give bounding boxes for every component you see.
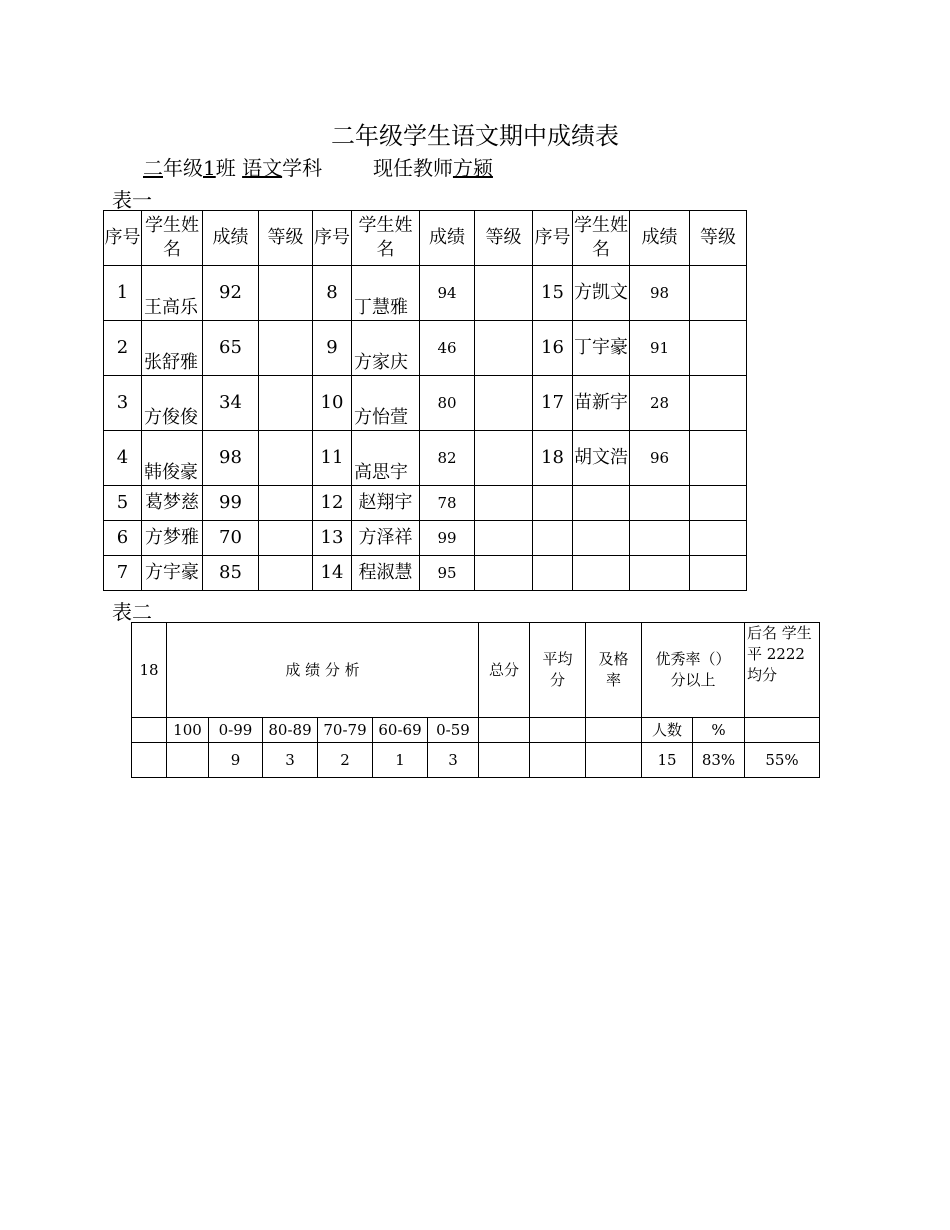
student-name-cell: 胡文浩: [573, 431, 630, 486]
student-name-cell: 方梦雅: [142, 521, 203, 556]
student-grade-cell: [475, 266, 533, 321]
excellent-count: 15: [642, 743, 693, 778]
table-header-row: [104, 211, 747, 266]
student-no-cell: 6: [104, 521, 142, 556]
blank-cell: [530, 718, 586, 743]
student-name-cell: [573, 486, 630, 521]
student-grade-cell: [690, 321, 747, 376]
column-header: 等级: [259, 211, 313, 266]
student-score-cell: 91: [630, 321, 690, 376]
student-score-cell: 70: [203, 521, 259, 556]
student-grade-cell: [475, 521, 533, 556]
column-header: 学生姓名: [142, 211, 203, 266]
student-name-cell: 方泽祥: [352, 521, 420, 556]
student-no-cell: 7: [104, 556, 142, 591]
blank-cell: [132, 718, 167, 743]
student-no-cell: [533, 556, 573, 591]
student-name-cell: [573, 556, 630, 591]
student-grade-cell: [259, 321, 313, 376]
student-no-cell: 4: [104, 431, 142, 486]
teacher-name: 方颍: [452, 156, 493, 180]
student-grade-cell: [690, 486, 747, 521]
table-row: [104, 376, 747, 431]
grade-value: 二: [143, 156, 163, 180]
table-row: [104, 486, 747, 521]
student-name-cell: 程淑慧: [352, 556, 420, 591]
people-header: 人数: [642, 718, 693, 743]
student-no-cell: 12: [313, 486, 352, 521]
band-0-59: 0-59: [428, 718, 479, 743]
student-grade-cell: [475, 556, 533, 591]
student-score-cell: [630, 486, 690, 521]
average-header: 平均分: [530, 623, 586, 718]
student-score-cell: 28: [630, 376, 690, 431]
pass-rate-header: 及格率: [586, 623, 642, 718]
table2-caption: 表二: [112, 600, 152, 624]
column-header: 序号: [533, 211, 573, 266]
blank-cell: [745, 718, 820, 743]
count-0-59: 3: [428, 743, 479, 778]
student-grade-cell: [259, 556, 313, 591]
percent-header: %: [693, 718, 745, 743]
student-name-cell: 丁慧雅: [352, 266, 420, 321]
student-no-cell: 10: [313, 376, 352, 431]
student-no-cell: 11: [313, 431, 352, 486]
table-row: [104, 556, 747, 591]
student-grade-cell: [475, 486, 533, 521]
student-no-cell: 5: [104, 486, 142, 521]
student-score-cell: 94: [420, 266, 475, 321]
student-score-cell: 98: [630, 266, 690, 321]
student-grade-cell: [690, 376, 747, 431]
class-info-line: [143, 152, 493, 181]
student-grade-cell: [690, 266, 747, 321]
table-row: [104, 431, 747, 486]
subject-value: 语文: [242, 156, 283, 180]
column-header: 成绩: [420, 211, 475, 266]
student-score-cell: [630, 556, 690, 591]
total-value: [479, 743, 530, 778]
student-name-cell: 丁宇豪: [573, 321, 630, 376]
column-header: 成绩: [203, 211, 259, 266]
subject-label: 学科: [282, 156, 323, 180]
student-name-cell: 方俊俊: [142, 376, 203, 431]
student-grade-cell: [690, 431, 747, 486]
student-no-cell: 2: [104, 321, 142, 376]
student-no-cell: 16: [533, 321, 573, 376]
column-header: 序号: [313, 211, 352, 266]
student-no-cell: 8: [313, 266, 352, 321]
student-name-cell: 王高乐: [142, 266, 203, 321]
blank-cell: [479, 718, 530, 743]
pass-rate-value: [586, 743, 642, 778]
student-score-cell: 85: [203, 556, 259, 591]
table-row: [104, 321, 747, 376]
student-grade-cell: [475, 376, 533, 431]
student-score-cell: 65: [203, 321, 259, 376]
table-row: [104, 521, 747, 556]
average-value: [530, 743, 586, 778]
student-no-cell: [533, 486, 573, 521]
bottom-average-header: 后名 学生平 2222 均分: [745, 623, 820, 718]
student-name-cell: 葛梦慈: [142, 486, 203, 521]
student-grade-cell: [475, 321, 533, 376]
student-grade-cell: [259, 486, 313, 521]
score-table: [103, 210, 747, 591]
student-score-cell: 98: [203, 431, 259, 486]
excellent-percent: 83%: [693, 743, 745, 778]
student-grade-cell: [259, 376, 313, 431]
student-score-cell: 80: [420, 376, 475, 431]
student-grade-cell: [259, 266, 313, 321]
excellent-rate-header: 优秀率（）分以上: [642, 623, 745, 718]
student-name-cell: [573, 521, 630, 556]
student-score-cell: 99: [203, 486, 259, 521]
student-no-cell: 3: [104, 376, 142, 431]
column-header: 序号: [104, 211, 142, 266]
student-no-cell: 14: [313, 556, 352, 591]
class-label: 班: [215, 156, 236, 180]
student-score-cell: 78: [420, 486, 475, 521]
count-60-69: 1: [373, 743, 428, 778]
column-header: 学生姓名: [573, 211, 630, 266]
student-score-cell: [630, 521, 690, 556]
column-header: 学生姓名: [352, 211, 420, 266]
grade-label: 年级: [163, 156, 203, 180]
count-0-99: 9: [209, 743, 263, 778]
column-header: 等级: [475, 211, 533, 266]
band-0-99: 0-99: [209, 718, 263, 743]
student-score-cell: 92: [203, 266, 259, 321]
student-no-cell: 15: [533, 266, 573, 321]
student-name-cell: 方家庆: [352, 321, 420, 376]
page-title: 二年级学生语文期中成绩表: [331, 122, 619, 150]
student-score-cell: 82: [420, 431, 475, 486]
student-count: 18: [132, 623, 167, 718]
student-name-cell: 韩俊豪: [142, 431, 203, 486]
class-number: 1: [203, 156, 216, 180]
count-100: [167, 743, 209, 778]
student-grade-cell: [690, 521, 747, 556]
count-70-79: 2: [318, 743, 373, 778]
analysis-table: [131, 622, 820, 778]
student-score-cell: 95: [420, 556, 475, 591]
band-70-79: 70-79: [318, 718, 373, 743]
blank-cell: [586, 718, 642, 743]
column-header: 成绩: [630, 211, 690, 266]
student-name-cell: 方凯文: [573, 266, 630, 321]
total-header: 总分: [479, 623, 530, 718]
analysis-header: 成 绩 分 析: [167, 623, 479, 718]
student-score-cell: 46: [420, 321, 475, 376]
student-score-cell: 96: [630, 431, 690, 486]
student-no-cell: 17: [533, 376, 573, 431]
student-name-cell: 方怡萱: [352, 376, 420, 431]
teacher-label: 现任教师: [372, 156, 453, 180]
student-no-cell: 18: [533, 431, 573, 486]
student-grade-cell: [690, 556, 747, 591]
student-grade-cell: [475, 431, 533, 486]
band-60-69: 60-69: [373, 718, 428, 743]
blank-cell: [132, 743, 167, 778]
student-score-cell: 34: [203, 376, 259, 431]
table-row: [104, 266, 747, 321]
student-name-cell: 赵翔宇: [352, 486, 420, 521]
student-no-cell: 9: [313, 321, 352, 376]
student-name-cell: 苗新宇: [573, 376, 630, 431]
column-header: 等级: [690, 211, 747, 266]
student-name-cell: 高思宇: [352, 431, 420, 486]
student-score-cell: 99: [420, 521, 475, 556]
band-100: 100: [167, 718, 209, 743]
student-name-cell: 张舒雅: [142, 321, 203, 376]
table1-caption: 表一: [112, 188, 152, 212]
count-80-89: 3: [263, 743, 318, 778]
student-grade-cell: [259, 431, 313, 486]
band-80-89: 80-89: [263, 718, 318, 743]
student-no-cell: 13: [313, 521, 352, 556]
student-no-cell: [533, 521, 573, 556]
student-name-cell: 方宇豪: [142, 556, 203, 591]
bottom-average-value: 55%: [745, 743, 820, 778]
student-grade-cell: [259, 521, 313, 556]
student-no-cell: 1: [104, 266, 142, 321]
